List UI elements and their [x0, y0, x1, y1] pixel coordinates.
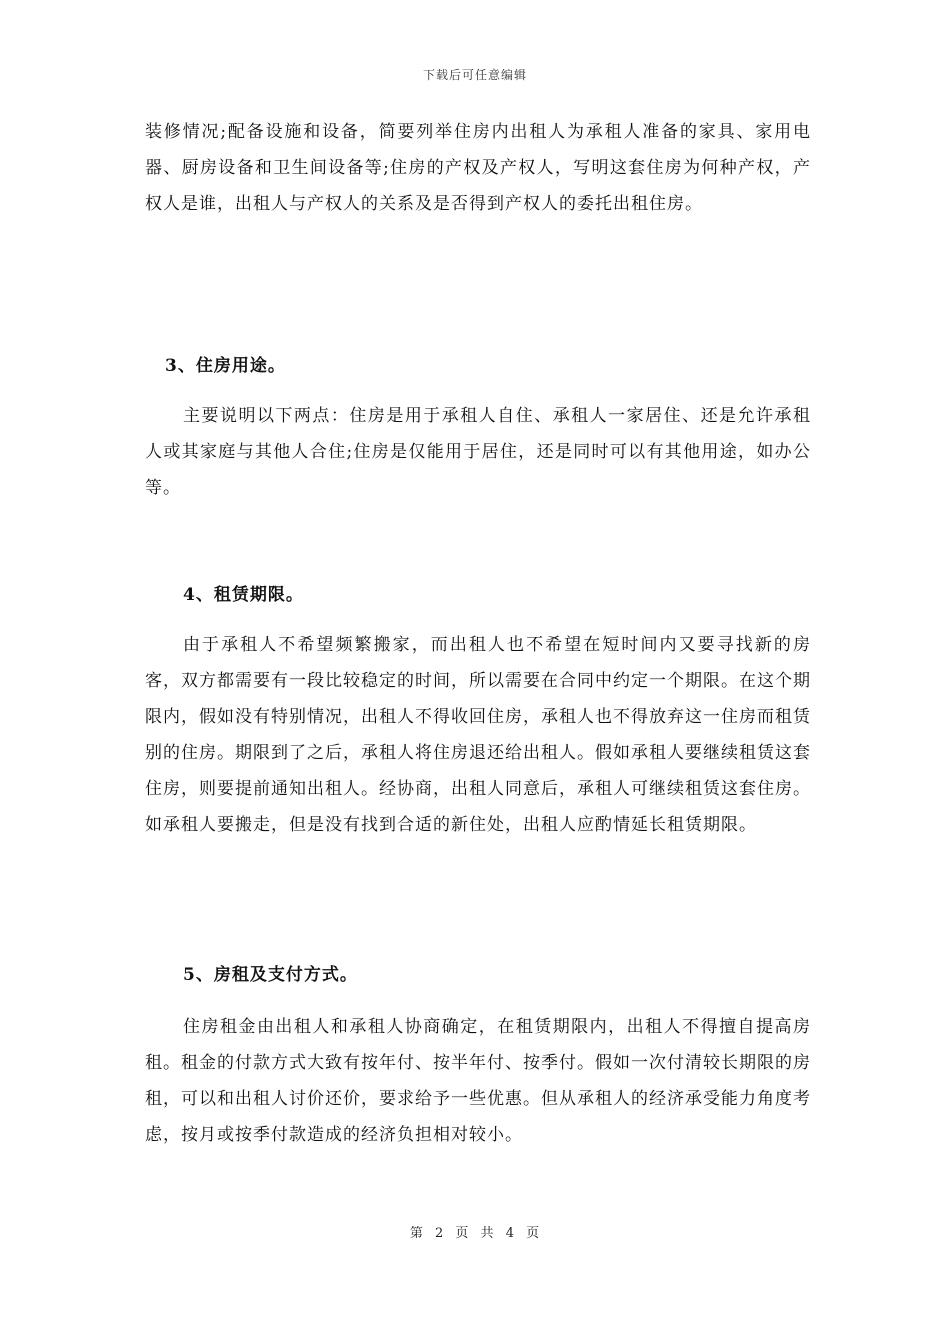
section-3-body: [145, 398, 811, 506]
section-3-heading: 3、住房用途。: [165, 356, 286, 376]
section-3-paragraph: 主要说明以下两点：住房是用于承租人自住、承租人一家居住、还是允许承租人或其家庭与其他人合住;住房是仅能用于居住，还是同时可以有其他用途，如办公等。: [145, 406, 811, 498]
section-5: [145, 957, 811, 993]
section-4-heading: 4、租赁期限。: [183, 585, 304, 605]
intro-section: [145, 114, 811, 222]
section-3: [145, 348, 811, 384]
intro-paragraph: 装修情况;配备设施和设备，简要列举住房内出租人为承租人准备的家具、家用电器、厨房设备和卫生间设备等;住房的产权及产权人，写明这套住房为何种产权，产权人是谁，出租人与产权人的关系及是否得到产权人的委托出租住房。: [145, 122, 811, 214]
section-5-heading: 5、房租及支付方式。: [183, 965, 358, 985]
section-4-body: [145, 627, 811, 843]
section-5-body: [145, 1009, 811, 1153]
page-header: 下载后可任意编辑: [422, 68, 527, 82]
page-footer: 第 2 页 共 4 页: [409, 1226, 541, 1241]
section-5-paragraph: 住房租金由出租人和承租人协商确定，在租赁期限内，出租人不得擅自提高房租。租金的付款方式大致有按年付、按半年付、按季付。假如一次付清较长期限的房租，可以和出租人讨价还价，要求给予一些优惠。但从承租人的经济承受能力角度考虑，按月或按季付款造成的经济负担相对较小。: [145, 1017, 811, 1145]
section-4: [145, 577, 811, 613]
section-4-paragraph: 由于承租人不希望频繁搬家，而出租人也不希望在短时间内又要寻找新的房客，双方都需要有一段比较稳定的时间，所以需要在合同中约定一个期限。在这个期限内，假如没有特别情况，出租人不得收回住房，承租人也不得放弃这一住房而租赁别的住房。期限到了之后，承租人将住房退还给出租人。假如承租人要继续租赁这套住房，则要提前通知出租人。经协商，出租人同意后，承租人可继续租赁这套住房。如承租人要搬走，但是没有找到合适的新住处，出租人应酌情延长租赁期限。: [145, 635, 811, 835]
